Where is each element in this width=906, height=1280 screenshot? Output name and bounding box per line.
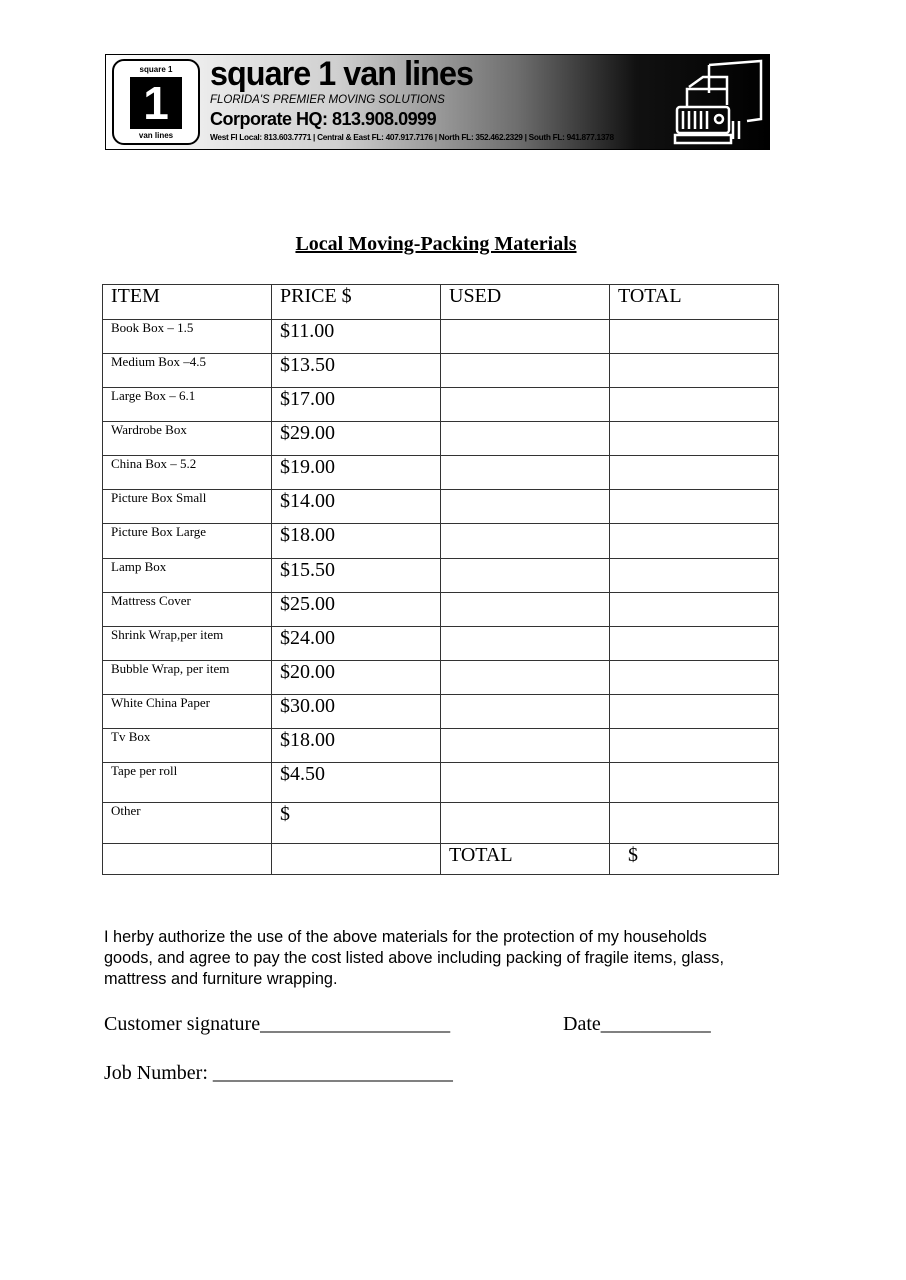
used-cell[interactable] [441,422,610,456]
item-name: White China Paper [103,695,272,729]
table-row [103,661,779,695]
total-cell[interactable] [610,320,779,354]
table-row [103,456,779,490]
total-cell[interactable] [610,763,779,803]
item-price: $20.00 [272,661,441,695]
item-price: $14.00 [272,490,441,524]
regional-phones: West Fl Local: 813.603.7771 | Central & East FL: 407.917.7176 | North FL: 352.462.2329 | South FL: 941.877.1378 [210,132,614,142]
item-name: Tape per roll [103,763,272,803]
total-cell[interactable] [610,559,779,593]
header-item: ITEM [103,285,272,320]
table-row [103,695,779,729]
item-name: China Box – 5.2 [103,456,272,490]
item-name: Picture Box Small [103,490,272,524]
table-row [103,763,779,803]
empty-cell [272,844,441,875]
table-row [103,559,779,593]
header-price: PRICE $ [272,285,441,320]
used-cell[interactable] [441,627,610,661]
table-row [103,422,779,456]
company-logo [112,59,200,145]
item-price: $30.00 [272,695,441,729]
header-used: USED [441,285,610,320]
total-cell[interactable] [610,627,779,661]
used-cell[interactable] [441,354,610,388]
customer-signature-line[interactable]: Customer signature___________________ [104,1013,451,1035]
item-price: $18.00 [272,524,441,559]
table-row [103,803,779,844]
table-row [103,490,779,524]
used-cell[interactable] [441,456,610,490]
item-name: Bubble Wrap, per item [103,661,272,695]
truck-icon [669,59,765,147]
logo-bottom-text: van lines [138,131,174,140]
used-cell[interactable] [441,524,610,559]
job-number-line[interactable]: Job Number: ________________________ [104,1062,453,1084]
used-cell[interactable] [441,559,610,593]
table-row [103,320,779,354]
item-price: $ [272,803,441,844]
table-row [103,627,779,661]
used-cell[interactable] [441,593,610,627]
table-row [103,354,779,388]
item-name: Medium Box –4.5 [103,354,272,388]
item-price: $11.00 [272,320,441,354]
used-cell[interactable] [441,763,610,803]
item-name: Picture Box Large [103,524,272,559]
item-price: $29.00 [272,422,441,456]
total-cell[interactable] [610,524,779,559]
item-name: Tv Box [103,729,272,763]
total-cell[interactable] [610,456,779,490]
total-cell[interactable] [610,490,779,524]
item-price: $4.50 [272,763,441,803]
item-price: $19.00 [272,456,441,490]
item-name: Mattress Cover [103,593,272,627]
used-cell[interactable] [441,388,610,422]
table-row [103,524,779,559]
total-cell[interactable] [610,729,779,763]
table-total-row [103,844,779,875]
table-row [103,729,779,763]
total-cell[interactable] [610,803,779,844]
item-price: $18.00 [272,729,441,763]
item-price: $25.00 [272,593,441,627]
table-row [103,388,779,422]
total-cell[interactable] [610,388,779,422]
authorization-statement: I herby authorize the use of the above materials for the protection of my households goods, and agree to pay the cost listed above including packing of fragile items, glass, mattress and furniture wrapping. [104,928,724,988]
logo-top-text: square 1 [139,65,173,74]
item-price: $17.00 [272,388,441,422]
tagline: FLORIDA'S PREMIER MOVING SOLUTIONS [210,94,445,106]
materials-table [102,284,779,875]
grand-total-value[interactable]: $ [610,844,779,875]
table-header-row [103,285,779,320]
grand-total-label: TOTAL [441,844,610,875]
used-cell[interactable] [441,320,610,354]
item-price: $15.50 [272,559,441,593]
company-header-banner [105,54,770,150]
item-price: $13.50 [272,354,441,388]
total-cell[interactable] [610,354,779,388]
used-cell[interactable] [441,729,610,763]
table-row [103,593,779,627]
item-price: $24.00 [272,627,441,661]
total-cell[interactable] [610,593,779,627]
total-cell[interactable] [610,422,779,456]
total-cell[interactable] [610,661,779,695]
empty-cell [103,844,272,875]
item-name: Lamp Box [103,559,272,593]
logo-number: 1 [130,77,182,129]
item-name: Book Box – 1.5 [103,320,272,354]
item-name: Wardrobe Box [103,422,272,456]
used-cell[interactable] [441,661,610,695]
total-cell[interactable] [610,695,779,729]
item-name: Other [103,803,272,844]
used-cell[interactable] [441,490,610,524]
corporate-phone: Corporate HQ: 813.908.0999 [210,109,437,129]
date-line[interactable]: Date___________ [563,1013,711,1035]
used-cell[interactable] [441,803,610,844]
header-total: TOTAL [610,285,779,320]
item-name: Large Box – 6.1 [103,388,272,422]
item-name: Shrink Wrap,per item [103,627,272,661]
document-title: Local Moving-Packing Materials [295,233,577,255]
used-cell[interactable] [441,695,610,729]
brand-name: square 1 van lines [210,55,473,93]
